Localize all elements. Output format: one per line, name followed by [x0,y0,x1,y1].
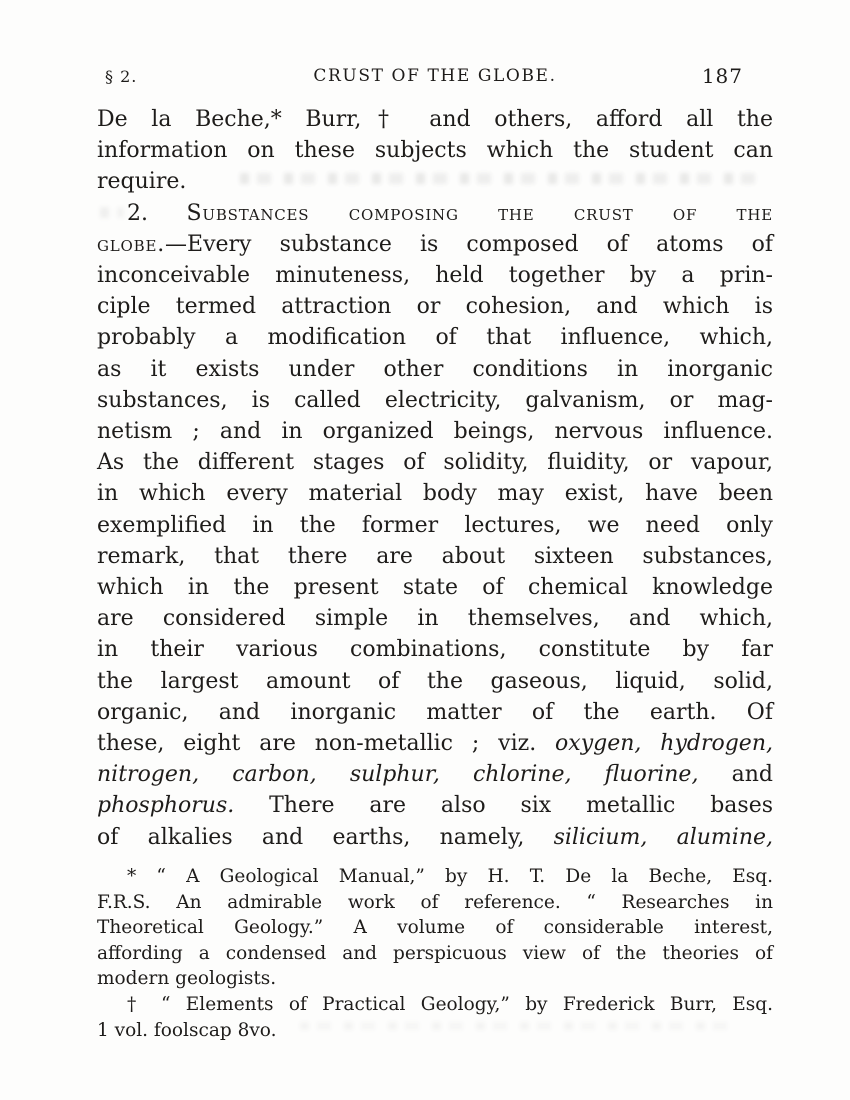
running-title: CRUST OF THE GLOBE. [313,66,557,86]
text-segment: organic, and inorganic matter of the earth. Of [97,699,773,725]
text-segment: information on these subjects which the student can [97,138,773,164]
text-segment: † “ Elements of Practical Geology,” by Frederick Burr, Esq. [127,993,773,1015]
bleed-through-artifact [240,173,765,184]
bleed-through-artifact [300,1022,740,1030]
text-segment: are considered simple in themselves, and which, [97,606,773,632]
text-segment: F.R.S. An admirable work of reference. “ Researches in [97,891,773,913]
text-line [97,416,773,447]
text-line [97,966,773,992]
text-segment: netism ; and in organized beings, nervous influence. [97,419,773,445]
text-line [97,291,773,322]
text-segment: and [698,762,773,788]
text-line [97,354,773,385]
text-line [97,104,773,135]
text-segment: —Every substance is composed of atoms of [165,231,773,257]
text-line [97,385,773,416]
text-line [97,992,773,1018]
text-line [97,890,773,916]
italic-text-segment: sulphur, [349,762,440,788]
text-segment [317,762,350,787]
page-number: 187 [701,64,743,88]
italic-text-segment: hydrogen, [660,731,773,757]
text-line [97,478,773,509]
text-line [97,864,773,890]
text-line [97,697,773,728]
italic-text-segment: carbon, [232,762,317,788]
italic-text-segment: alumine, [676,824,773,850]
text-line [97,541,773,572]
text-line [97,634,773,665]
text-line [97,728,773,759]
text-segment: which in the present state of chemical knowledge [97,575,773,601]
text-line [97,915,773,941]
text-segment: substances, is called electricity, galvanism, or mag- [97,387,773,413]
text-line [97,666,773,697]
text-line [97,790,773,821]
smallcaps-text-segment: globe. [97,231,166,257]
smallcaps-text-segment: Substances composing the crust of the [186,200,773,226]
text-segment: in which every material body may exist, have been [97,481,773,507]
text-segment [641,731,660,756]
text-line [97,322,773,353]
text-segment: in their various combinations, constitute by far [97,637,773,663]
italic-text-segment: oxygen, [555,731,642,757]
text-segment: inconceivable minuteness, held together by a prin- [97,263,773,289]
text-segment [571,762,604,787]
text-segment [199,762,232,787]
italic-text-segment: nitrogen, [97,762,200,788]
text-line [97,447,773,478]
text-segment: As the different stages of solidity, fluidity, or vapour, [97,450,773,476]
text-segment: Theoretical Geology.” A volume of considerable interest, [97,917,773,939]
bleed-through-artifact [100,207,124,218]
text-segment: There are also six metallic bases [234,793,773,819]
text-segment: these, eight are non-metallic ; viz. [97,731,556,757]
text-line [97,260,773,291]
text-segment [647,825,676,850]
text-segment: require. [97,169,187,195]
text-segment: 2. [127,200,187,226]
text-line [97,198,773,229]
text-line [97,135,773,166]
text-line [97,759,773,790]
text-line [97,510,773,541]
italic-text-segment: fluorine, [604,762,699,788]
italic-text-segment: phosphorus. [97,793,235,819]
text-segment: as it exists under other conditions in inorganic [97,356,773,382]
text-segment: affording a condensed and perspicuous view of the theories of [97,942,773,964]
footnote-section [97,864,773,1043]
text-line [97,572,773,603]
text-line [97,603,773,634]
section-mark: § 2. [105,67,138,86]
text-line [97,822,773,853]
italic-text-segment: silicium, [553,824,648,850]
text-segment: probably a modification of that influence, which, [97,325,773,351]
text-segment: exemplified in the former lectures, we need only [97,512,773,538]
text-segment: * “ A Geological Manual,” by H. T. De la Beche, Esq. [127,866,773,887]
running-header [97,58,773,86]
text-segment: ciple termed attraction or cohesion, and which is [97,294,773,320]
text-segment [440,762,473,787]
text-segment: the largest amount of the gaseous, liquid, solid, [97,668,773,694]
text-line [97,941,773,967]
text-segment: De la Beche,* Burr,† and others, afford all the [97,107,773,132]
italic-text-segment: chlorine, [472,762,572,788]
text-segment: 1 vol. foolscap 8vo. [97,1019,277,1041]
text-segment: remark, that there are about sixteen substances, [97,543,773,569]
text-segment: of alkalies and earths, namely, [97,824,554,850]
text-segment: modern geologists. [97,968,277,990]
body-text [97,104,773,853]
text-line [97,229,773,260]
